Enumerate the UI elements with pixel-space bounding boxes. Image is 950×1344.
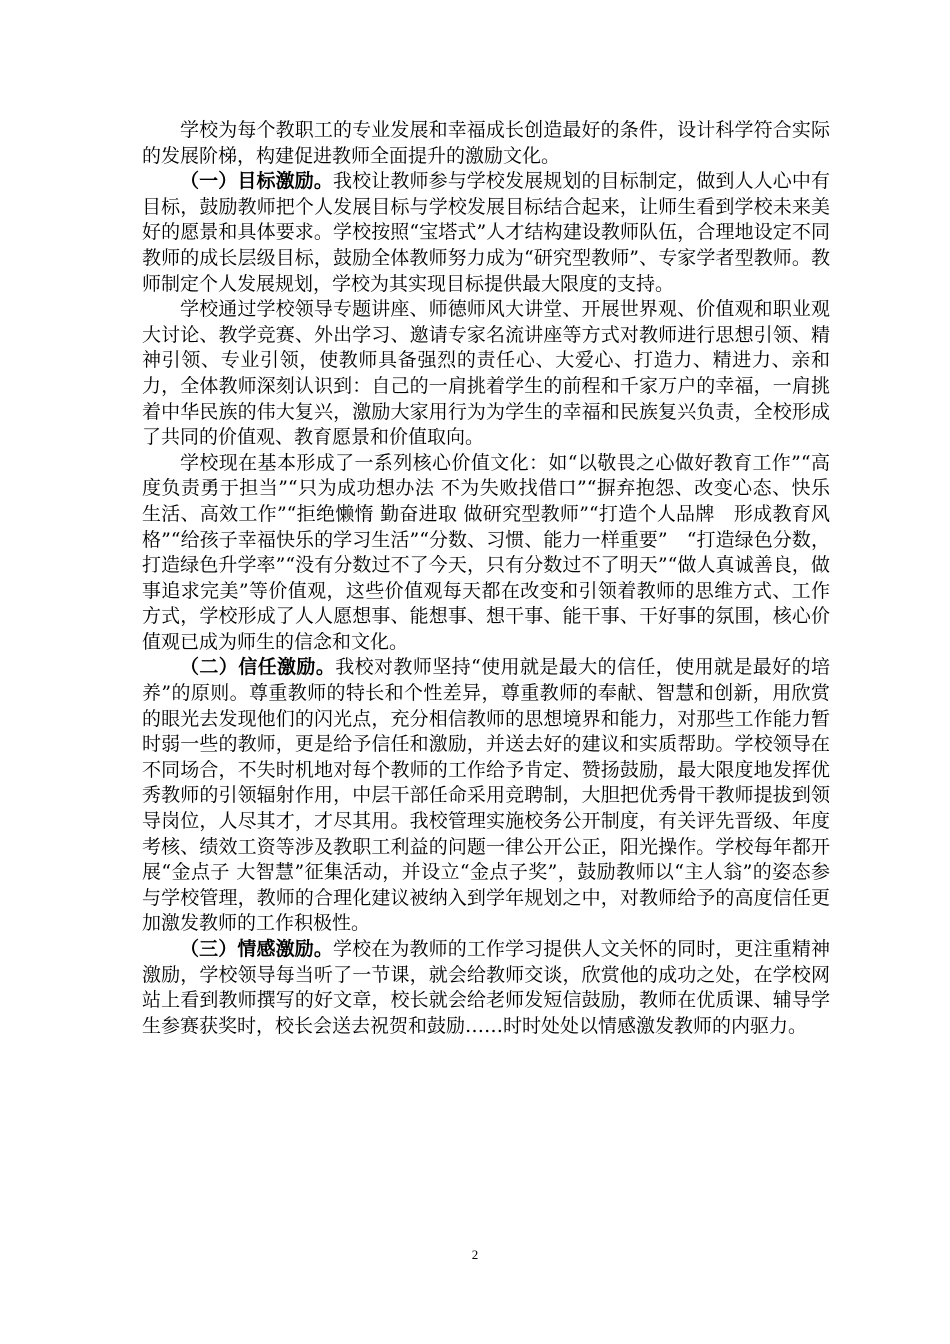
trust-incentive-paragraph	[142, 655, 830, 937]
paragraph-text: 学校通过学校领导专题讲座、师德师风大讲堂、开展世界观、价值观和职业观大讨论、教学竞赛、外出学习、邀请专家名流讲座等方式对教师进行思想引领、精神引领、专业引领，使教师具备强烈的责任心、大爱心、打造力、精进力、亲和力，全体教师深刻认识到：自己的一肩挑着学生的前程和千家万户的幸福，一肩挑着中华民族的伟大复兴，激励大家用行为为学生的幸福和民族复兴负责，全校形成了共同的价值观、教育愿景和价值取向。	[142, 298, 830, 449]
paragraph-text: 学校在为教师的工作学习提供人文关怀的同时，更注重精神激励，学校领导每当听了一节课，就会给教师交谈，欣赏他的成功之处，在学校网站上看到教师撰写的好文章，校长就会给老师发短信鼓励，教师在优质课、辅导学生参赛获奖时，校长会送去祝贺和鼓励……时时处处以情感激发教师的内驱力。	[142, 938, 830, 1037]
page-number: 2	[471, 1247, 479, 1262]
body-text	[142, 118, 830, 1039]
emotion-incentive-paragraph	[142, 937, 830, 1039]
goal-incentive-paragraph	[142, 169, 830, 297]
guidance-paragraph	[142, 297, 830, 451]
section-heading-trust: （二）信任激励。	[180, 656, 336, 679]
paragraph-text: 我校对教师坚持“使用就是最大的信任，使用就是最好的培养”的原则。尊重教师的特长和个性差异，尊重教师的奉献、智慧和创新，用欣赏的眼光去发现他们的闪光点，充分相信教师的思想境界和能力，对那些工作能力暂时弱一些的教师，更是给予信任和激励，并送去好的建议和实质帮助。学校领导在不同场合，不失时机地对每个教师的工作给予肯定、赞扬鼓励，最大限度地发挥优秀教师的引领辐射作用，中层干部任命采用竞聘制，大胆把优秀骨干教师提拔到领导岗位，人尽其才，才尽其用。我校管理实施校务公开制度，有关评先晋级、年度考核、绩效工资等涉及教职工利益的问题一律公开公正，阳光操作。学校每年都开展“金点子 大智慧”征集活动，并设立“金点子奖”，鼓励教师以“主人翁”的姿态参与学校管理，教师的合理化建议被纳入到学年规划之中，对教师给予的高度信任更加激发教师的工作积极性。	[142, 656, 830, 935]
paragraph-text: 学校为每个教职工的专业发展和幸福成长创造最好的条件，设计科学符合实际的发展阶梯，构建促进教师全面提升的激励文化。	[142, 119, 830, 167]
section-heading-emotion: （三）情感激励。	[180, 938, 333, 960]
core-values-paragraph	[142, 451, 830, 656]
intro-paragraph	[142, 118, 830, 169]
section-heading-goal: （一）目标激励。	[180, 170, 333, 193]
paragraph-text: 我校让教师参与学校发展规划的目标制定，做到人人心中有目标，鼓励教师把个人发展目标与学校发展目标结合起来，让师生看到学校未来美好的愿景和具体要求。学校按照“宝塔式”人才结构建设教师队伍，合理地设定不同教师的成长层级目标，鼓励全体教师努力成为“研究型教师”、专家学者型教师。教师制定个人发展规划，学校为其实现目标提供最大限度的支持。	[142, 170, 830, 295]
paragraph-text: 学校现在基本形成了一系列核心价值文化：如“以敬畏之心做好教育工作”“高度负责勇于担当”“只为成功想办法 不为失败找借口”“摒弃抱怨、改变心态、快乐生活、高效工作”“拒绝懒惰 勤奋进取 做研究型教师”“打造个人品牌 形成教育风格”“给孩子幸福快乐的学习生活”“分数、习惯、能力一样重要” “打造绿色分数，打造绿色升学率”“没有分数过不了今天，只有分数过不了明天”“做人真诚善良，做事追求完美”等价值观，这些价值观每天都在改变和引领着教师的思维方式、工作方式，学校形成了人人愿想事、能想事、想干事、能干事、干好事的氛围，核心价值观已成为师生的信念和文化。	[142, 451, 830, 653]
